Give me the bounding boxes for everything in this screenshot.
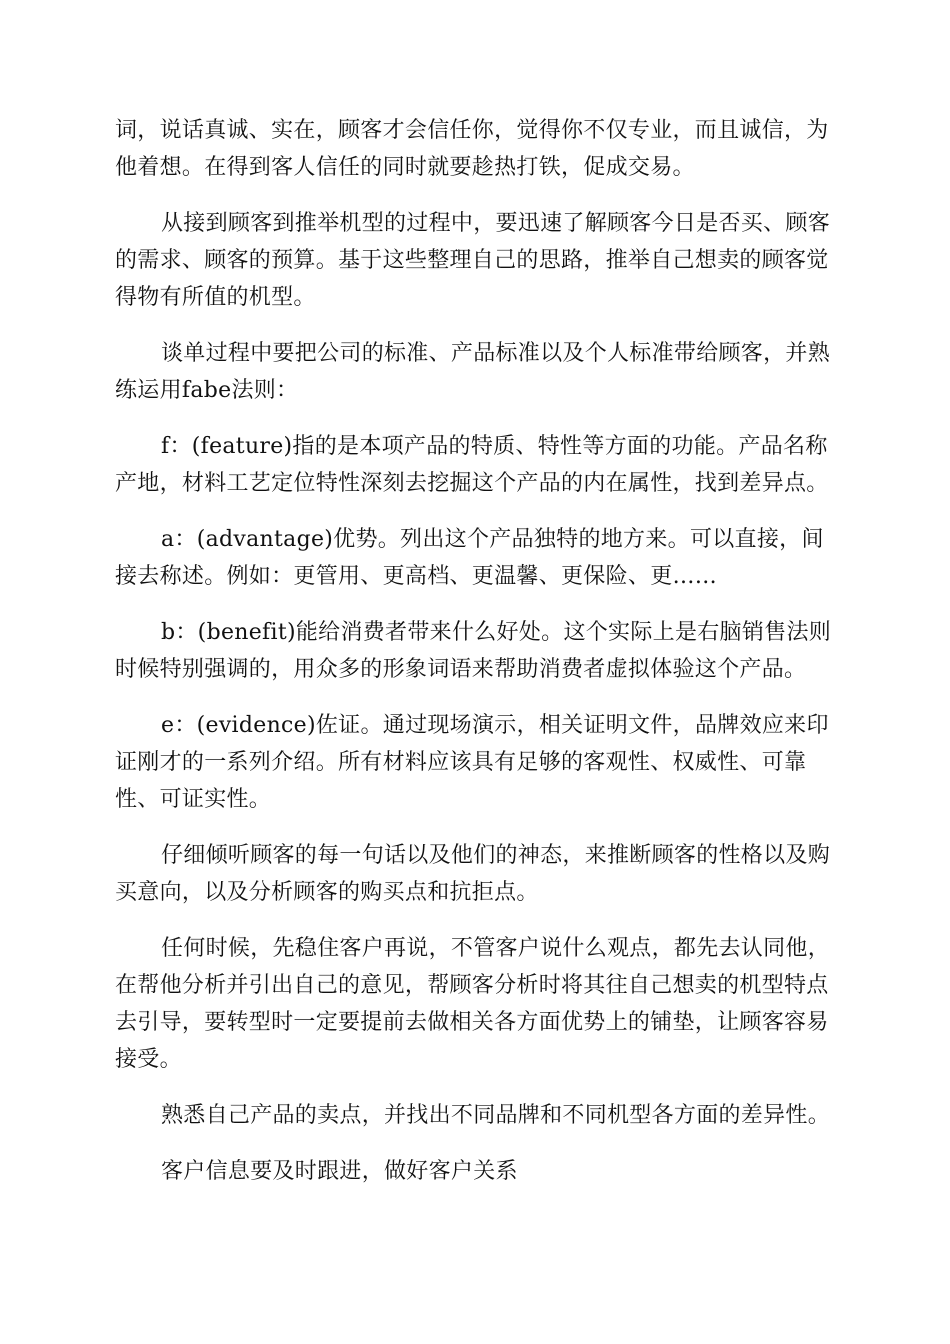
paragraph-11: 客户信息要及时跟进，做好客户关系 [161, 1159, 518, 1184]
paragraph-1: 词，说话真诚、实在，顾客才会信任你，觉得你不仅专业，而且诚信，为他着想。在得到客人信任的同时就要趁热打铁，促成交易。 [115, 118, 829, 180]
document-body [115, 112, 840, 1209]
paragraph-benefit: b：(benefit)能给消费者带来什么好处。这个实际上是右脑销售法则时候特别强调的，用众多的形象词语来帮助消费者虚拟体验这个产品。 [115, 620, 832, 682]
paragraph-8: 仔细倾听顾客的每一句话以及他们的神态，来推断顾客的性格以及购买意向，以及分析顾客的购买点和抗拒点。 [115, 843, 831, 905]
paragraph-2: 从接到顾客到推举机型的过程中，要迅速了解顾客今日是否买、顾客的需求、顾客的预算。基于这些整理自己的思路，推举自己想卖的顾客觉得物有所值的机型。 [115, 211, 831, 310]
paragraph-feature: f：(feature)指的是本项产品的特质、特性等方面的功能。产品名称产地，材料工艺定位特性深刻去挖掘这个产品的内在属性，找到差异点。 [115, 434, 829, 496]
paragraph-10: 熟悉自己产品的卖点，并找出不同品牌和不同机型各方面的差异性。 [161, 1103, 831, 1128]
paragraph-3: 谈单过程中要把公司的标准、产品标准以及个人标准带给顾客，并熟练运用fabe法则： [115, 341, 831, 403]
paragraph-evidence: e：(evidence)佐证。通过现场演示，相关证明文件，品牌效应来印证刚才的一系列介绍。所有材料应该具有足够的客观性、权威性、可靠性、可证实性。 [115, 713, 829, 812]
paragraph-advantage: a：(advantage)优势。列出这个产品独特的地方来。可以直接，间接去称述。例如：更管用、更高档、更温馨、更保险、更…… [115, 527, 824, 589]
paragraph-9: 任何时候，先稳住客户再说，不管客户说什么观点，都先去认同他，在帮他分析并引出自己的意见，帮顾客分析时将其往自己想卖的机型特点去引导，要转型时一定要提前去做相关各方面优势上的铺垫，让顾客容易接受。 [115, 936, 831, 1072]
